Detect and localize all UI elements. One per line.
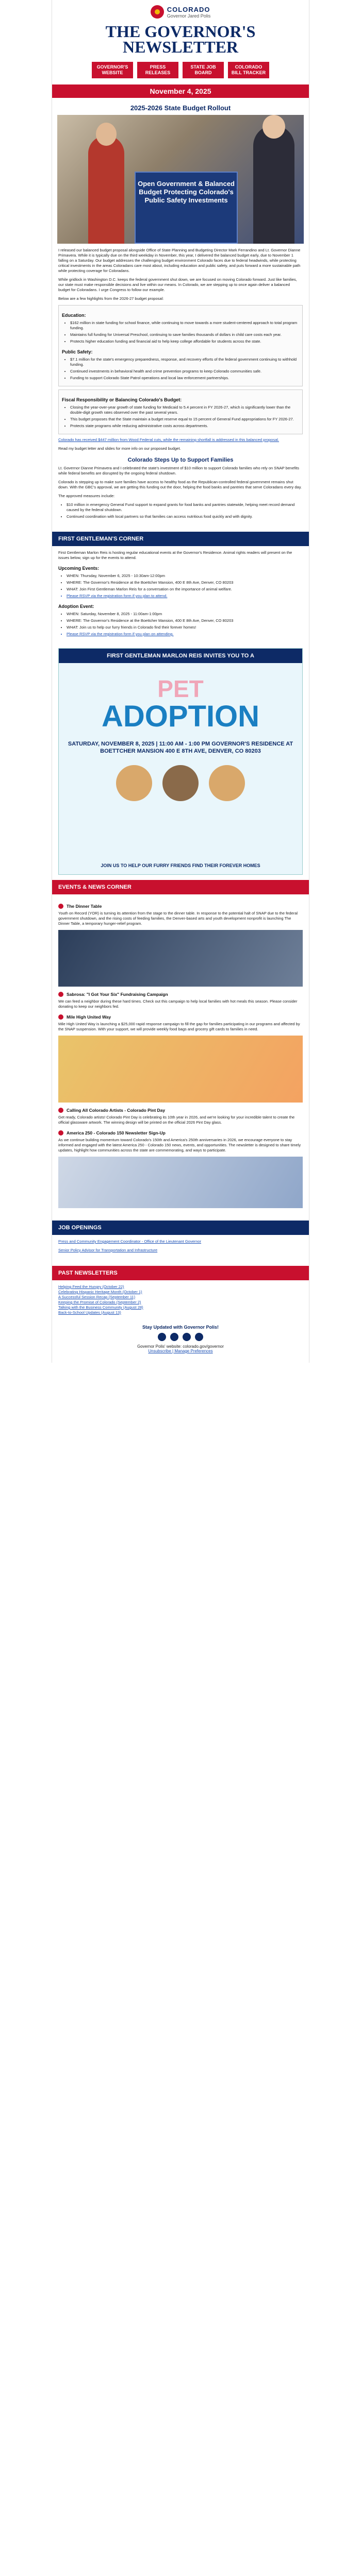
adoption-label: Adoption Event: — [58, 604, 94, 609]
list-item: • This budget proposes that the State maintain a budget reserve equal to 15 percent of General Fund appropriations for FY 2026-27. — [70, 417, 299, 422]
public-safety-label: Public Safety: — [62, 349, 93, 354]
bill-tracker-button[interactable]: COLORADO BILL TRACKER — [228, 62, 269, 78]
x-icon[interactable] — [170, 1333, 178, 1341]
logo-line1: COLORADO — [167, 5, 210, 13]
list-item: • Funding to support Colorado State Patrol operations and local law enforcement partnerships. — [70, 376, 299, 381]
rsvp-link[interactable]: • Please RSVP via the registration form if you plan to attend. — [67, 594, 303, 599]
job-link[interactable]: Senior Policy Advisor for Transportation and Infrastructure — [58, 1248, 158, 1252]
list-item: • Protects higher education funding and financial aid to help keep college affordable for students across the state. — [70, 339, 299, 344]
stay-updated: Stay Updated with Governor Polis! — [142, 1325, 219, 1330]
education-box — [58, 305, 303, 386]
list-item: • WHAT: Join First Gentleman Marlon Reis for a conversation on the importance of animal welfare. — [67, 587, 303, 592]
poster-info: SATURDAY, NOVEMBER 8, 2025 | 11:00 AM - 1:00 PM GOVERNOR'S RESIDENCE AT BOETTCHER MANSION 400 E 8TH AVE, DENVER, CO 80203 — [68, 741, 293, 754]
snap-paragraph: Lt. Governor Dianne Primavera and I celebrated the state's investment of $10 million to support Colorado families who rely on SNAP benefits while federal benefits are disrupted by the ongoing federal shutdown. — [58, 466, 299, 476]
fg-intro: First Gentleman Marlon Reis is hosting regular educational events at the Governor's Residence. Animal rights readers will present on the issues below, sign up for the events to attend. — [58, 550, 292, 560]
date-bar: November 4, 2025 — [52, 84, 309, 98]
footer — [52, 1319, 309, 1363]
newsletter-link[interactable]: Celebrating Hispanic Heritage Month (October 1) — [58, 1290, 142, 1294]
state-job-board-button[interactable]: STATE JOB BOARD — [183, 62, 224, 78]
event-text: Mile High United Way is launching a $25,000 rapid response campaign to fill the gap for families participating in our programs and affected by the SNAP suspension. With your support, we will provide weekly food bags and grocery gift cards to families in need. — [58, 1022, 300, 1031]
fiscal-label: Fiscal Responsibility or Balancing Colorado's Budget: — [62, 397, 182, 402]
intro-paragraph: I released our balanced budget proposal alongside Office of State Planning and Budgeting Director Mark Ferrandino and Lt. Governor Dianne Primavera. While it is typically due on the third weekday in November, this year, I delivered the balanced budget early, due to November 1 falling on a Saturday. Our budget addresses the challenging budget environment Colorado faces due to federal headwinds, while protecting critical investments in the areas Coloradans care most about, including education and public safety, and puts forward a more sustainable path while protecting coverage for Coloradans. — [58, 248, 301, 273]
intro-paragraph: Below are a few highlights from the 2026-27 budget proposal: — [58, 296, 164, 301]
job-openings-band: JOB OPENINGS — [52, 1221, 309, 1235]
events-body — [52, 894, 309, 1215]
budget-body — [52, 244, 309, 527]
poster-pet: PET — [157, 675, 204, 702]
pet-adoption-poster — [58, 648, 303, 875]
instagram-icon[interactable] — [183, 1333, 191, 1341]
bullet-icon — [58, 904, 63, 909]
past-newsletters-body — [52, 1280, 309, 1319]
events-band: EVENTS & NEWS CORNER — [52, 880, 309, 894]
budget-link[interactable]: Colorado has received $447 million from Wood Federal cuts, while the remaining shortfall is addressed in this balanced proposal. — [58, 437, 280, 442]
bullet-icon — [58, 1130, 63, 1136]
governors-website-button[interactable]: GOVERNOR'S WEBSITE — [92, 62, 133, 78]
poster-foot: JOIN US TO HELP OUR FURRY FRIENDS FIND THEIR FOREVER HOMES — [101, 863, 260, 868]
event-text: As we continue building momentum toward Colorado's 150th and America's 250th anniversaries in 2026, we encourage everyone to stay informed and engaged with the latest America 250 - Colorado 150 news, events, and opportunities. The newsletter is designed to share timely updates, highlight how communities across the state are commemorating, and ways to participate. — [58, 1138, 301, 1153]
budget-photo — [57, 115, 304, 244]
facebook-icon[interactable] — [158, 1333, 166, 1341]
fiscal-box — [58, 389, 303, 434]
list-item: • Maintains full funding for Universal Preschool, continuing to save families thousands of dollars in child care costs each year. — [70, 332, 299, 337]
header — [52, 0, 309, 101]
footer-website: Governor Polis' website: colorado.gov/governor — [137, 1344, 224, 1349]
list-item: • Continued coordination with local partners so that families can access nutritious food quickly and with dignity. — [67, 514, 303, 519]
poster-adoption: ADOPTION — [101, 700, 260, 733]
event-title: Calling All Colorado Artists - Colorado Pint Day — [67, 1108, 166, 1113]
job-link[interactable]: Press and Community Engagement Coordinator - Office of the Lieutenant Governor — [58, 1239, 202, 1244]
newsletter-link[interactable]: Talking with the Business Community (August 28) — [58, 1305, 143, 1310]
list-item: • WHAT: Join us to help our furry friends in Colorado find their forever homes! — [67, 625, 303, 630]
intro-paragraph: While gridlock in Washington D.C. keeps the federal government shut down, we are focused on moving Colorado forward. Just like families, our state must make responsible decisions and live within our means. In Colorado, we are stepping up to once again deliver a balanced budget for Coloradans. I urge Congress to follow our example. — [58, 277, 297, 292]
list-item: • WHEN: Thursday, November 6, 2025 - 10:30am-12:00pm — [67, 573, 303, 579]
snap-paragraph: The approved measures include: — [58, 494, 115, 498]
event-text: Get ready, Colorado artists! Colorado Pint Day is celebrating its 10th year in 2026, and we're looking for your incredible talent to create the official glassware artwork. The winning design will be printed on the official 2026 Pint Day glass. — [58, 1115, 295, 1125]
dog-image — [209, 765, 245, 801]
bullet-icon — [58, 1108, 63, 1113]
event-title: Sabrosa: "I Got Your Six" Fundraising Campaign — [67, 992, 168, 997]
job-openings-body — [52, 1235, 309, 1261]
logo — [52, 5, 309, 19]
list-item: • $7.1 million for the state's emergency preparedness, response, and recovery efforts of the federal government continuing to withhold funding. — [70, 357, 299, 367]
event-title: America 250 - Colorado 150 Newsletter Sign-Up — [67, 1130, 166, 1136]
snap-heading: Colorado Steps Up to Support Families — [127, 457, 234, 463]
list-item: • WHEN: Saturday, November 8, 2025 - 11:00am-1:00pm — [67, 612, 303, 617]
event-text: Youth on Record (YOR) is turning its attention from the stage to the dinner table. In response to the potential halt of SNAP due to the federal government shutdown, and the rising costs of feeding families, the Denver-based arts and youth development nonprofit is launching The Dinner Table, a temporary hunger-relief program. — [58, 911, 298, 926]
poster-top: FIRST GENTLEMAN MARLON REIS INVITES YOU TO A — [59, 649, 302, 663]
youtube-icon[interactable] — [195, 1333, 203, 1341]
newsletter-link[interactable]: Back-to-School Updates (August 13) — [58, 1310, 121, 1315]
newsletter-link[interactable]: Keeping the Promise of Colorado (September 2) — [58, 1300, 141, 1304]
newsletter-title: THE GOVERNOR'S NEWSLETTER — [105, 22, 256, 56]
event-title: Mile High United Way — [67, 1014, 111, 1020]
cat-image — [162, 765, 199, 801]
list-item: • $10 million in emergency General Fund support to expand grants for food banks and pantries statewide, helping meet record demand caused by the federal shutdown. — [67, 502, 303, 513]
social-icons — [52, 1333, 309, 1341]
event-image — [58, 930, 303, 987]
list-item: • Protects state programs while reducing administrative costs across departments. — [70, 423, 299, 429]
upcoming-label: Upcoming Events: — [58, 566, 100, 571]
list-item: • $162 million in state funding for school finance, while continuing to move towards a more student-centered approach to total program funding. — [70, 320, 299, 331]
rsvp-link[interactable]: • Please RSVP via the registration form if you plan on attending. — [67, 632, 303, 637]
list-item: • Continued investments in behavioral health and crime prevention programs to keep Colorado communities safe. — [70, 369, 299, 374]
colorado-logo-icon — [151, 5, 164, 19]
budget-heading: 2025-2026 State Budget Rollout — [130, 104, 231, 112]
list-item: • WHERE: The Governor's Residence at the Boettcher Mansion, 400 E 8th Ave, Denver, CO 80203 — [67, 618, 303, 623]
past-newsletters-band: PAST NEWSLETTERS — [52, 1266, 309, 1280]
newsletter-link[interactable]: A Successful Session Recap (September 11) — [58, 1295, 136, 1299]
newsletter-link[interactable]: Helping Feed the Hungry (October 22) — [58, 1284, 124, 1289]
event-image — [58, 1036, 303, 1103]
first-gentleman-body — [52, 546, 309, 644]
first-gentleman-band: FIRST GENTLEMAN'S CORNER — [52, 532, 309, 546]
bullet-icon — [58, 992, 63, 997]
list-item: • WHERE: The Governor's Residence at the Boettcher Mansion, 400 E 8th Ave, Denver, CO 80203 — [67, 580, 303, 585]
logo-line2: Governor Jared Polis — [167, 13, 211, 19]
snap-paragraph: Colorado is stepping up to make sure families have access to healthy food as the Republican-controlled federal government remains shut down. With the GBC's approval, we are getting this funding out the door, helping the food banks and pantries that serve Coloradans every day. — [58, 480, 302, 489]
unsubscribe-link[interactable]: Unsubscribe | Manage Preferences — [148, 1349, 213, 1353]
education-label: Education: — [62, 313, 86, 318]
bullet-icon — [58, 1014, 63, 1020]
event-image — [58, 1157, 303, 1208]
press-releases-button[interactable]: PRESS RELEASES — [137, 62, 178, 78]
event-text: We can feed a neighbor during these hard times. Check out this campaign to help local families with hot meals this season. Please consider donating to keep our neighbors fed. — [58, 999, 298, 1009]
nav-buttons — [52, 59, 309, 81]
newsletter — [52, 0, 309, 1363]
read-more-link[interactable]: Read my budget letter and slides for more info on our proposed budget. — [58, 446, 181, 451]
dog-image — [116, 765, 152, 801]
event-title: The Dinner Table — [67, 904, 102, 909]
podium-sign: Open Government & Balanced Budget Protecting Colorado's Public Safety Investments — [138, 180, 235, 204]
list-item: • Closing the year-over-year growth of state funding for Medicaid to 5.4 percent in FY 2026-27, which is significantly lower than the double-digit growth rates observed over the past several years. — [70, 405, 299, 415]
